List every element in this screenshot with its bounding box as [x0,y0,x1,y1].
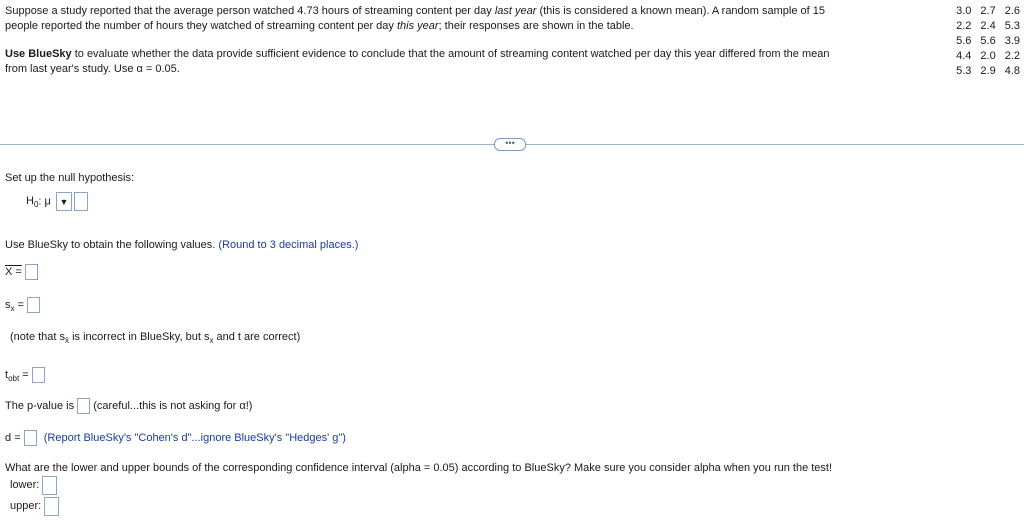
tobt-row [5,367,45,387]
data-table-cell: 2.2 [1004,50,1020,62]
data-table-row [956,19,1020,34]
sx-label: $s_x$ = [5,299,24,313]
data-table-cell: 2.9 [980,65,996,77]
tobt-label: $t_{obt}$ = [5,369,29,383]
null-hypothesis-prompt: Set up the null hypothesis: [5,172,135,184]
problem-line-1: Suppose a study reported that the average person watched 4.73 hours of streaming content per day last year (this is considered a known mean). A random sample of 15 [5,5,825,17]
data-table-cell: 2.4 [980,20,996,32]
pvalue-row [5,398,252,414]
ci-upper-row [10,496,59,516]
data-table-cell: 3.0 [956,5,972,17]
pvalue-label: The p-value is [5,400,75,412]
null-value-input[interactable] [74,192,88,211]
more-button[interactable]: ••• [494,138,526,151]
data-table-cell: 4.8 [1004,65,1020,77]
ci-upper-label: upper: [10,500,42,512]
sx-row [5,297,40,317]
data-table-row [956,4,1020,19]
cohens-d-label: d = [5,432,21,444]
data-table-cell: 5.3 [956,65,972,77]
data-table-cell: 5.3 [1004,20,1020,32]
xbar-input[interactable] [25,264,38,280]
ci-upper-input[interactable] [44,497,59,516]
tobt-input[interactable] [32,367,45,383]
problem-statement [5,4,905,76]
pvalue-input[interactable] [77,398,90,414]
operator-dropdown[interactable] [56,192,72,211]
data-table-row [956,49,1020,64]
ci-lower-input[interactable] [42,476,57,495]
ci-lower-row [10,475,57,495]
cohens-d-row [5,430,346,446]
data-table-cell: 5.6 [980,35,996,47]
sx-input[interactable] [27,297,40,313]
problem-line-2: people reported the number of hours they watched of streaming content per day this year; their responses are shown in the table. [5,19,634,32]
data-table-cell: 4.4 [956,50,972,62]
values-prompt-row [5,236,358,254]
pvalue-note: (careful...this is not asking for α!) [93,400,253,412]
round-note: (Round to 3 decimal places.) [218,239,359,251]
data-table-cell: 5.6 [956,35,972,47]
ci-question: What are the lower and upper bounds of the corresponding confidence interval (alpha = 0.05) according to BlueSky? Make sure you consider alpha when you run the test! [5,462,833,474]
sx-note: (note that $s_{x̄}$ is incorrect in BlueSky, but $s_x$ and t are correct) [10,331,301,345]
null-hypothesis-row [26,192,88,214]
dropdown-arrow-icon: ▼ [59,197,69,207]
xbar-label: X = [5,266,22,278]
problem-line-3: Use BlueSky to evaluate whether the data provide sufficient evidence to conclude that the amount of streaming content watched per day this year differed from the mean [5,48,830,60]
values-prompt: Use BlueSky to obtain the following values. [5,239,216,251]
data-table-cell: 2.2 [956,20,972,32]
cohens-d-input[interactable] [24,430,37,446]
problem-line-4: from last year's study. Use α = 0.05. [5,62,180,75]
data-table-row [956,64,1020,79]
xbar-row [5,264,38,280]
data-table-cell: 2.6 [1004,5,1020,17]
h0-symbol: $H_0$ [26,195,39,210]
data-table-cell: 3.9 [1004,35,1020,47]
mu-symbol: : μ [38,195,51,208]
cohens-d-note: (Report BlueSky's "Cohen's d"...ignore BlueSky's "Hedges' g") [43,432,346,444]
data-table-row [956,34,1020,49]
data-table-cell: 2.7 [980,5,996,17]
data-table-cell: 2.0 [980,50,996,62]
data-table [956,4,1020,79]
ci-lower-label: lower: [10,479,40,491]
